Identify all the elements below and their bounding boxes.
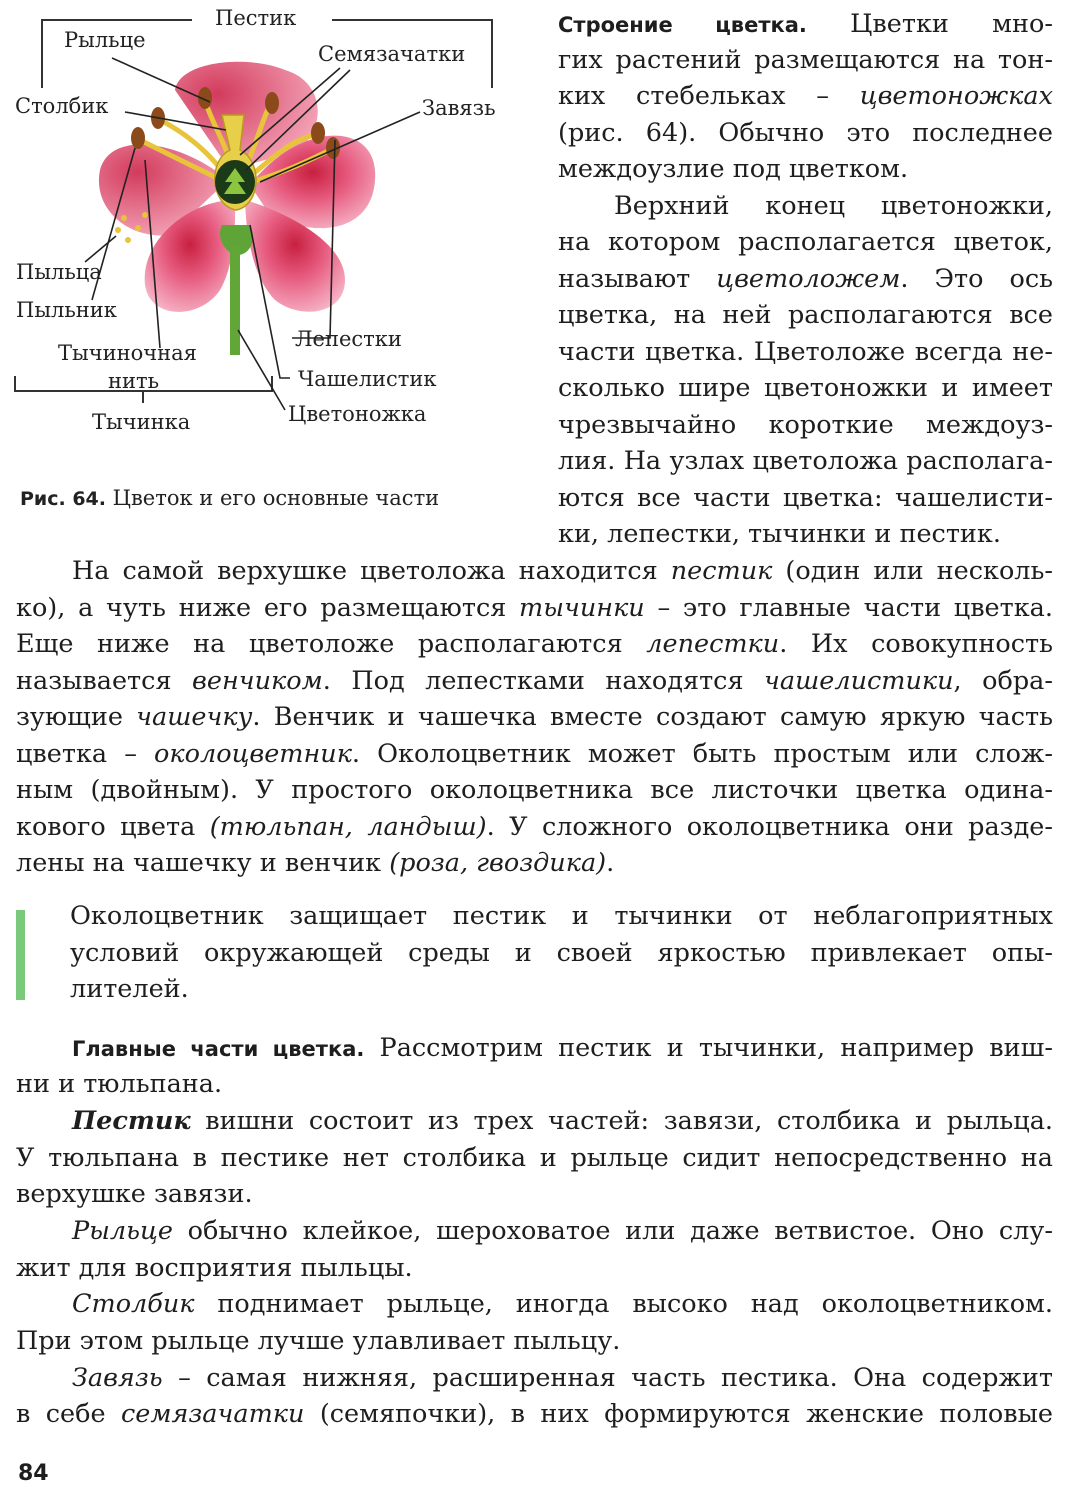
flower-illustration (0, 0, 540, 470)
text-line (16, 590, 1053, 626)
term-italic: Рыльце (72, 1216, 173, 1246)
flower-figure (0, 0, 540, 520)
term-italic: Завязь (72, 1363, 163, 1393)
text-span: поднимает рыльце, иногда высоко над околоцветником. (194, 1289, 1053, 1319)
term-italic: чашелистики (764, 666, 954, 696)
text-line: лителей. (70, 974, 189, 1004)
text-span: На самой верхушке цветоложа находится (72, 556, 671, 586)
label-pylnik: Пыльник (16, 298, 117, 322)
text-line (16, 809, 1053, 845)
text-line: части цветка. Цветоложе всегда не- (558, 337, 1053, 367)
term-italic: пестик (670, 556, 773, 586)
text-line (16, 1030, 1053, 1067)
text-line: сколько шире цветоножки и имеет (558, 373, 1053, 403)
text-span: Рассмотрим пестик и тычинки, например виш- (364, 1033, 1053, 1063)
text-span: Еще ниже на цветоложе располагаются (16, 629, 647, 659)
text-line (558, 6, 1053, 43)
text-line: ются все части цветка: чашелисти- (558, 483, 1053, 513)
example-italic: (тюльпан, ландыш) (209, 812, 487, 842)
text-line: междоузлие под цветком. (558, 154, 909, 184)
label-zavyaz: Завязь (422, 96, 496, 120)
text-span: . У сложного околоцветника они разде- (486, 812, 1053, 842)
text-line (16, 1360, 1053, 1396)
label-pyltsa: Пыльца (16, 260, 102, 284)
text-span: вишни состоит из трех частей: завязи, столбика и рыльца. (190, 1106, 1053, 1136)
term-italic: венчиком (192, 666, 323, 696)
figure-caption (20, 486, 439, 511)
text-line (16, 663, 1053, 699)
text-span: . Их совокупность (779, 629, 1053, 659)
text-line (16, 1396, 1053, 1432)
text-line: жит для восприятия пыльцы. (16, 1253, 413, 1283)
term-italic: Столбик (72, 1289, 195, 1319)
text-line: При этом рыльце лучше улавливает пыльцу. (16, 1326, 621, 1356)
text-span: ких стебельках – (558, 81, 860, 111)
text-span: цветка – (16, 739, 155, 769)
text-span: – самая нижняя, расширенная часть пестика. Она содержит (162, 1363, 1053, 1393)
text-line (16, 736, 1053, 772)
text-span: , обра- (953, 666, 1053, 696)
term-italic: тычинки (519, 593, 645, 623)
term-italic: семязачатки (121, 1399, 305, 1429)
label-chashelistik: Чашелистик (298, 367, 437, 391)
text-line (16, 1286, 1053, 1322)
label-tychinka: Тычинка (92, 410, 191, 434)
text-line: ни и тюльпана. (16, 1069, 223, 1099)
term-italic: околоцветник (154, 739, 352, 769)
text-span: . Венчик и чашечка вместе создают самую яркую часть (252, 702, 1053, 732)
text-line (16, 626, 1053, 662)
text-span: обычно клейкое, шероховатое или даже ветвистое. Оно слу- (172, 1216, 1053, 1246)
text-line: (рис. 64). Обычно это последнее (558, 118, 1053, 148)
term-italic: лепестки (646, 629, 780, 659)
text-line: верхушке завязи. (16, 1179, 253, 1209)
example-italic: (роза, гвоздика) (389, 848, 607, 878)
text-span: (один или несколь- (772, 556, 1054, 586)
label-tsvetonozhka: Цветоножка (288, 402, 427, 426)
text-line: условий окружающей среды и своей яркостью привлекает опы- (70, 938, 1053, 968)
label-semyazachatki: Семязачатки (318, 42, 466, 66)
text-line (558, 78, 1053, 114)
label-stolbik: Столбик (15, 94, 109, 118)
text-span: ко), а чуть ниже его размещаются (16, 593, 520, 623)
text-line: Околоцветник защищает пестик и тычинки от неблагоприятных (70, 901, 1053, 931)
text-line (16, 553, 1053, 589)
heading-structure: Строение цветка. (558, 13, 807, 37)
text-line: ным (двойным). У простого околоцветника все листочки цветка одина- (16, 775, 1053, 805)
text-line: Верхний конец цветоножки, (614, 191, 1053, 221)
text-span: . (606, 848, 615, 878)
text-span: . Под лепестками находятся (322, 666, 765, 696)
text-span: зующие (16, 702, 137, 732)
text-line: гих растений размещаются на тон- (558, 45, 1053, 75)
text-span: называется (16, 666, 193, 696)
label-rylce: Рыльце (64, 28, 146, 52)
text-span: в себе (16, 1399, 121, 1429)
highlight-accent-bar (16, 910, 25, 1000)
term-italic: цветоложем (716, 264, 901, 294)
label-tychinochnaya-2: нить (108, 369, 160, 393)
stem (230, 245, 240, 355)
label-tychinochnaya-1: Тычиночная (58, 341, 197, 365)
text-line: на котором располагается цветок, (558, 227, 1053, 257)
label-lepestki: Лепестки (295, 327, 402, 351)
text-span: лены на чашечку и венчик (16, 848, 390, 878)
text-line (16, 1103, 1053, 1139)
text-line (16, 699, 1053, 735)
text-line (16, 845, 1053, 881)
term-italic: чашечку (136, 702, 253, 732)
text-span: . Это ось (900, 264, 1054, 294)
text-span: . Околоцветник может быть простым или слож- (351, 739, 1054, 769)
term-bold-italic: Пестик (72, 1106, 191, 1136)
text-line: У тюльпана в пестике нет столбика и рыльце сидит непосредственно на (16, 1143, 1053, 1173)
text-span: Цветки мно- (806, 9, 1053, 39)
text-line (558, 261, 1053, 297)
text-span: – это главные части цветка. (644, 593, 1053, 623)
text-span: (семяпочки), в них формируются женские половые (304, 1399, 1053, 1429)
text-line: ки, лепестки, тычинки и пестик. (558, 519, 1001, 549)
heading-main-parts: Главные части цветка. (72, 1037, 365, 1061)
page-number: 84 (18, 1461, 49, 1486)
label-pestik: Пестик (215, 6, 297, 30)
text-span: кового цвета (16, 812, 210, 842)
caption-text: Цветок и его основные части (106, 486, 440, 510)
text-line: чрезвычайно короткие междоуз- (558, 410, 1053, 440)
text-line: лия. На узлах цветоложа располага- (558, 446, 1053, 476)
text-line: цветка, на ней располагаются все (558, 300, 1053, 330)
caption-number: Рис. 64. (20, 488, 106, 510)
text-span: называют (558, 264, 717, 294)
text-line (16, 1213, 1053, 1249)
term-italic: цветоножках (859, 81, 1053, 111)
